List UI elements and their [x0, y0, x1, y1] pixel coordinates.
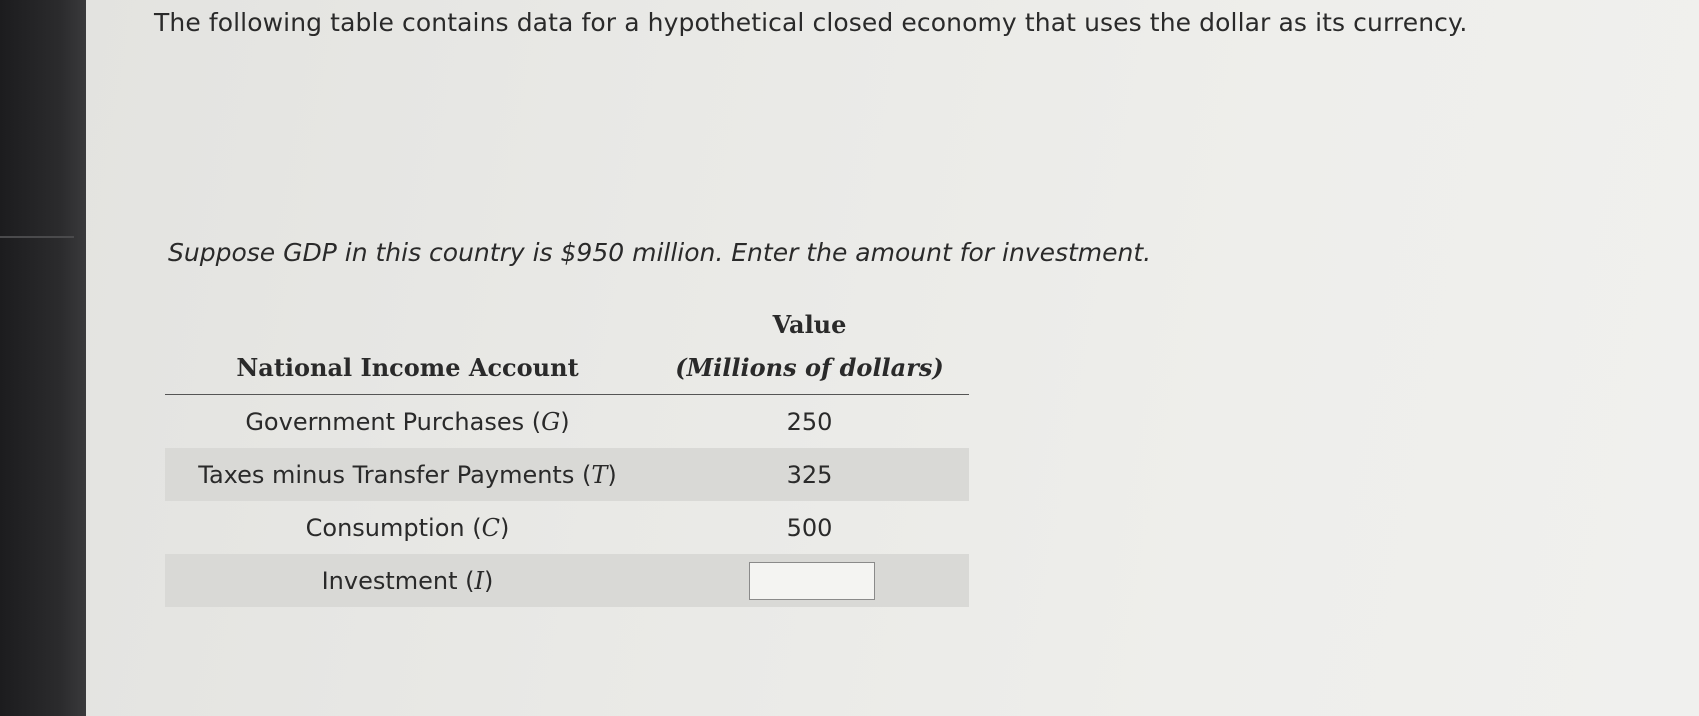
column-header-units: (Millions of dollars) — [675, 353, 944, 382]
column-header-value: Value — [772, 310, 847, 339]
row-label-text: Consumption ( — [305, 514, 482, 542]
variable-symbol: I — [474, 567, 485, 595]
row-label-close: ) — [484, 567, 494, 595]
bezel-edge-line — [0, 236, 74, 238]
row-label-close: ) — [499, 514, 510, 542]
variable-symbol: G — [541, 408, 561, 436]
column-header-account: National Income Account — [236, 353, 579, 382]
monitor-bezel — [0, 0, 86, 716]
national-income-table — [165, 300, 969, 607]
table-row-government-purchases — [165, 395, 969, 448]
table-row-investment — [165, 554, 969, 607]
row-label — [165, 461, 650, 489]
row-value: 325 — [786, 461, 833, 489]
row-label-text: Taxes minus Transfer Payments ( — [198, 461, 592, 489]
question-prompt: Suppose GDP in this country is $950 million. Enter the amount for investment. — [168, 238, 1152, 267]
variable-symbol: T — [591, 461, 608, 489]
table-row-taxes-minus-transfers — [165, 448, 969, 501]
row-label-text: Government Purchases ( — [245, 408, 542, 436]
row-value: 500 — [786, 514, 833, 542]
row-label-close: ) — [607, 461, 617, 489]
row-label — [165, 514, 650, 542]
row-label-close: ) — [560, 408, 570, 436]
table-row-consumption — [165, 501, 969, 554]
table-header — [165, 300, 969, 395]
row-label — [165, 408, 650, 436]
variable-symbol: C — [481, 514, 500, 542]
investment-answer-input[interactable] — [749, 562, 875, 600]
row-value: 250 — [786, 408, 833, 436]
row-label — [165, 567, 650, 595]
row-label-text: Investment ( — [321, 567, 475, 595]
intro-text: The following table contains data for a hypothetical closed economy that uses the dollar as its currency. — [154, 8, 1468, 37]
